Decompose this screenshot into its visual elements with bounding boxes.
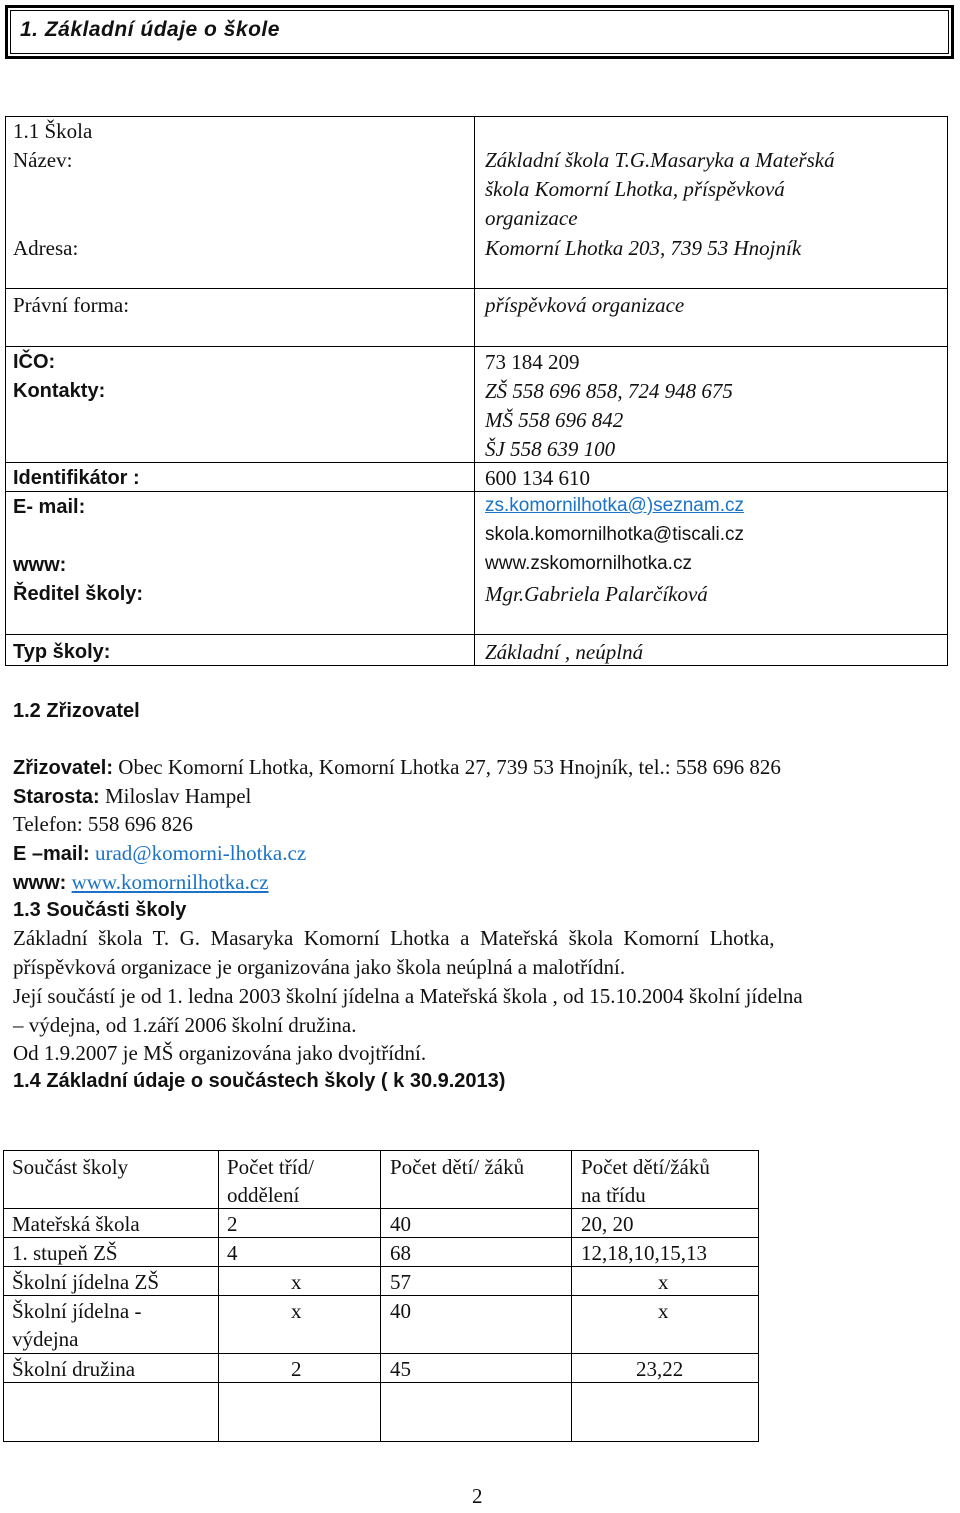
phone-value: 558 696 826 [82, 812, 193, 836]
stats-header-per-class: Počet dětí/žáků [581, 1155, 710, 1179]
founder-www-line [13, 870, 269, 895]
table-row-1-pupils: 40 [390, 1212, 411, 1236]
address-value: Komorní Lhotka 203, 739 53 Hnojník [485, 236, 802, 260]
table-row-3-pupils: 57 [390, 1270, 411, 1294]
stats-section-heading: 1.4 Základní údaje o součástech školy ( k 30.9.2013) [13, 1070, 506, 1092]
identifier-value: 600 134 610 [485, 466, 590, 490]
school-section-heading: 1.1 Škola [13, 119, 93, 143]
contacts-label: Kontakty: [13, 380, 106, 402]
email-label: E- mail: [13, 496, 86, 518]
director-label: Ředitel školy: [13, 583, 144, 605]
founder-label: Zřizovatel: [13, 757, 114, 779]
parts-section-heading: 1.3 Součásti školy [13, 899, 187, 921]
name-value-line1: Základní škola T.G.Masaryka a Mateřská [485, 148, 835, 172]
stats-header-per-class-cont: na třídu [581, 1183, 646, 1207]
table-row-4-part-cont: výdejna [12, 1327, 79, 1351]
founder-section-heading: 1.2 Zřizovatel [13, 700, 140, 722]
table-row-2-pupils: 68 [390, 1241, 411, 1265]
school-type-value: Základní , neúplná [485, 640, 644, 664]
table-row-2-classes: 4 [227, 1241, 238, 1265]
table-row-2-per-class: 12,18,10,15,13 [581, 1241, 707, 1265]
table-row-1-classes: 2 [227, 1212, 238, 1236]
stats-header-classes-cont: oddělení [227, 1183, 300, 1207]
table-row-5-part: Školní družina [12, 1357, 136, 1381]
identifier-label: Identifikátor : [13, 467, 140, 489]
name-value-line2: škola Komorní Lhotka, příspěvková [485, 177, 785, 201]
page-number: 2 [472, 1484, 483, 1508]
stats-header-classes: Počet tříd/ [227, 1155, 314, 1179]
www-label: www: [13, 554, 67, 576]
name-value-line3: organizace [485, 206, 578, 230]
founder-email-line [13, 841, 306, 866]
parts-para1-line2: příspěvková organizace je organizována jako škola neúplná a malotřídní. [13, 955, 626, 979]
mayor-label: Starosta: [13, 786, 100, 808]
contact-sj: ŠJ 558 639 100 [485, 437, 616, 461]
legal-form-label: Právní forma: [13, 293, 130, 317]
name-label: Název: [13, 148, 73, 172]
founder-value: Obec Komorní Lhotka, Komorní Lhotka 27, 739 53 Hnojník, tel.: 558 696 826 [113, 755, 781, 779]
section-title: 1. Základní údaje o škole [20, 18, 280, 41]
table-row-5-classes: 2 [291, 1357, 302, 1381]
table-row-3-classes: x [291, 1270, 302, 1294]
table-row-1-per-class: 20, 20 [581, 1212, 634, 1236]
legal-form-value: příspěvková organizace [485, 293, 685, 317]
mayor-line [13, 784, 251, 809]
email-link-1[interactable]: zs.komornilhotka@)seznam.cz [485, 495, 744, 516]
table-row-4-per-class: x [658, 1299, 669, 1323]
founder-email-link[interactable]: urad@komorni-lhotka.cz [89, 841, 307, 865]
director-value: Mgr.Gabriela Palarčíková [485, 582, 708, 606]
founder-email-label: E –mail: [13, 843, 90, 865]
address-label: Adresa: [13, 236, 79, 260]
table-row-2-part: 1. stupeň ZŠ [12, 1241, 118, 1265]
founder-line [13, 755, 781, 780]
contact-ms: MŠ 558 696 842 [485, 408, 624, 432]
ico-value: 73 184 209 [485, 350, 580, 374]
founder-www-label: www: [13, 872, 67, 894]
table-row-3-part: Školní jídelna ZŠ [12, 1270, 159, 1294]
phone-line [13, 812, 193, 837]
founder-www-link[interactable]: www.komornilhotka.cz [71, 870, 269, 894]
parts-para3: Od 1.9.2007 je MŠ organizována jako dvojtřídní. [13, 1041, 427, 1065]
www-value: www.zskomornilhotka.cz [485, 553, 692, 574]
section-header [5, 5, 954, 59]
school-type-label: Typ školy: [13, 641, 111, 663]
parts-para1-line1: Základní škola T. G. Masaryka Komorní Lhotka a Mateřská škola Komorní Lhotka, [13, 926, 775, 950]
stats-header-pupils: Počet dětí/ žáků [390, 1155, 525, 1179]
parts-para2-line1: Její součástí je od 1. ledna 2003 školní jídelna a Mateřská škola , od 15.10.2004 školní jídelna [13, 984, 803, 1008]
ico-label: IČO: [13, 351, 56, 373]
table-row-4-pupils: 40 [390, 1299, 411, 1323]
parts-para2-line2: – výdejna, od 1.září 2006 školní družina. [13, 1013, 357, 1037]
phone-label: Telefon: [13, 812, 83, 836]
mayor-value: Miloslav Hampel [99, 784, 252, 808]
table-row-5-per-class: 23,22 [636, 1357, 684, 1381]
table-row-4-classes: x [291, 1299, 302, 1323]
table-row-4-part: Školní jídelna - [12, 1299, 142, 1323]
table-row-5-pupils: 45 [390, 1357, 411, 1381]
email-2: skola.komornilhotka@tiscali.cz [485, 524, 744, 545]
contact-zs: ZŠ 558 696 858, 724 948 675 [485, 379, 733, 403]
stats-header-part: Součást školy [12, 1155, 129, 1179]
table-row-3-per-class: x [658, 1270, 669, 1294]
table-row-1-part: Mateřská škola [12, 1212, 140, 1236]
